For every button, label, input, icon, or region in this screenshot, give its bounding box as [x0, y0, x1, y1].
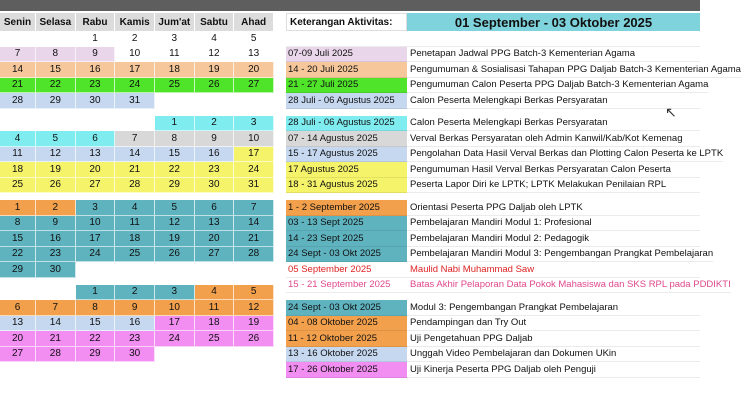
calendar-day-cell[interactable]: 11 [155, 47, 195, 63]
calendar-day-cell[interactable]: 10 [155, 300, 195, 316]
calendar-day-cell[interactable] [234, 262, 274, 278]
activity-description[interactable]: Uji Kinerja Peserta PPG Daljab oleh Penguji [407, 362, 700, 378]
activity-row [286, 231, 700, 247]
calendar-day-cell[interactable]: 24 [234, 162, 274, 178]
activity-description[interactable] [407, 31, 700, 47]
calendar-day-cell[interactable]: 23 [76, 78, 116, 94]
calendar-day-cell[interactable]: 15 [155, 147, 195, 163]
weekday-selasa: Selasa [36, 13, 76, 31]
calendar-week-row [0, 78, 274, 94]
calendar-week-row [0, 216, 274, 232]
calendar-day-cell[interactable]: 12 [234, 300, 274, 316]
calendar-day-cell[interactable]: 27 [195, 247, 235, 263]
activity-row [286, 278, 731, 294]
calendar-day-cell[interactable]: 11 [195, 300, 235, 316]
activity-description[interactable]: Maulid Nabi Muhammad Saw [407, 262, 700, 278]
calendar-day-cell[interactable]: 4 [115, 200, 155, 216]
calendar-day-cell[interactable] [36, 285, 76, 301]
calendar-day-cell[interactable]: 7 [36, 300, 76, 316]
calendar-day-cell[interactable] [195, 347, 235, 363]
activity-row [286, 78, 709, 94]
activity-row [286, 147, 724, 163]
calendar-day-cell[interactable]: 24 [115, 78, 155, 94]
calendar-day-cell[interactable]: 11 [115, 216, 155, 232]
calendar-day-cell[interactable]: 2 [36, 200, 76, 216]
activity-row [286, 316, 700, 332]
calendar-day-cell[interactable]: 8 [155, 131, 195, 147]
calendar-day-cell[interactable]: 28 [234, 247, 274, 263]
calendar-day-cell[interactable]: 19 [36, 162, 76, 178]
calendar-panel [0, 13, 274, 362]
activity-row [286, 347, 700, 363]
calendar-day-cell[interactable]: 21 [115, 162, 155, 178]
calendar-day-cell[interactable]: 29 [155, 178, 195, 194]
activity-description[interactable]: Penetapan Jadwal PPG Batch-3 Kementerian Agama [407, 47, 700, 63]
calendar-day-cell[interactable]: 20 [234, 62, 274, 78]
calendar-day-cell[interactable]: 9 [195, 131, 235, 147]
activity-row [286, 262, 700, 278]
activity-description[interactable]: Pengumuman Hasil Verval Berkas Persyaratan Calon Peserta [407, 162, 700, 178]
calendar-day-cell[interactable]: 3 [76, 200, 116, 216]
activity-gap [286, 109, 700, 116]
activity-description[interactable]: Peserta Lapor Diri ke LPTK; LPTK Melakukan Penilaian RPL [407, 178, 700, 194]
calendar-day-cell[interactable] [76, 262, 116, 278]
calendar-day-cell[interactable]: 19 [155, 231, 195, 247]
calendar-day-cell[interactable] [115, 116, 155, 132]
calendar-day-cell[interactable] [0, 285, 36, 301]
calendar-day-cell[interactable]: 7 [234, 200, 274, 216]
calendar-day-cell[interactable]: 17 [234, 147, 274, 163]
month-gap [0, 109, 274, 116]
calendar-day-cell[interactable]: 29 [0, 262, 36, 278]
calendar-day-cell[interactable]: 12 [36, 147, 76, 163]
activity-description[interactable]: Orientasi Peserta PPG Daljab oleh LPTK [407, 200, 700, 216]
calendar-day-cell[interactable]: 30 [195, 178, 235, 194]
calendar-day-cell[interactable]: 30 [36, 262, 76, 278]
calendar-day-cell[interactable]: 25 [155, 78, 195, 94]
activity-date[interactable]: 18 - 31 Agustus 2025 [286, 178, 407, 194]
activity-description[interactable]: Unggah Video Pembelajaran dan Dokumen UKin [407, 347, 700, 363]
calendar-day-cell[interactable]: 9 [115, 300, 155, 316]
calendar-day-cell[interactable] [195, 93, 235, 109]
activity-date[interactable]: 13 - 16 Oktober 2025 [286, 347, 407, 363]
calendar-day-cell[interactable]: 15 [0, 231, 36, 247]
calendar-day-cell[interactable]: 3 [155, 285, 195, 301]
activity-description[interactable]: Pengumuman Calon Peserta PPG Daljab Batch-3 Kementerian Agama [407, 78, 708, 94]
calendar-week-row [0, 47, 274, 63]
activity-date[interactable]: 15 - 17 Agustus 2025 [286, 147, 407, 163]
calendar-day-cell[interactable]: 8 [76, 300, 116, 316]
calendar-day-cell[interactable]: 30 [76, 93, 116, 109]
calendar-day-cell[interactable] [0, 116, 36, 132]
calendar-day-cell[interactable]: 24 [155, 331, 195, 347]
calendar-day-cell[interactable] [0, 31, 36, 47]
calendar-day-cell[interactable]: 13 [0, 316, 36, 332]
calendar-day-cell[interactable] [195, 262, 235, 278]
calendar-day-cell[interactable]: 24 [76, 247, 116, 263]
activity-header [286, 13, 700, 31]
calendar-day-cell[interactable]: 2 [195, 116, 235, 132]
activity-header-label: Keterangan Aktivitas: [286, 13, 407, 31]
calendar-day-cell[interactable]: 14 [234, 216, 274, 232]
activity-description[interactable]: Batas Akhir Pelaporan Data Pokok Mahasiswa dan SKS RPL pada PDDIKTI [407, 278, 731, 294]
calendar-day-cell[interactable]: 8 [36, 47, 76, 63]
calendar-week-row [0, 93, 274, 109]
activity-date[interactable]: 28 Juli - 06 Agustus 2025 [286, 116, 407, 132]
calendar-day-cell[interactable]: 7 [0, 47, 36, 63]
calendar-week-row [0, 262, 274, 278]
calendar-week-row [0, 200, 274, 216]
activity-date[interactable]: 14 - 23 Sept 2025 [286, 231, 407, 247]
calendar-day-cell[interactable]: 14 [0, 62, 36, 78]
calendar-day-cell[interactable]: 2 [115, 285, 155, 301]
calendar-week-row [0, 247, 274, 263]
calendar-day-cell[interactable]: 13 [234, 47, 274, 63]
calendar-week-row [0, 116, 274, 132]
calendar-day-cell[interactable]: 10 [76, 216, 116, 232]
calendar-day-cell[interactable]: 7 [115, 131, 155, 147]
calendar-day-cell[interactable]: 26 [36, 178, 76, 194]
calendar-week-row [0, 162, 274, 178]
calendar-day-cell[interactable]: 1 [76, 31, 116, 47]
column-divider [274, 13, 286, 400]
calendar-day-cell[interactable]: 5 [234, 31, 274, 47]
weekday-kamis: Kamis [115, 13, 155, 31]
activity-description[interactable]: Pembelajaran Mandiri Modul 3: Pengembangan Prangkat Pembelajaran [407, 247, 713, 263]
activity-row [286, 162, 700, 178]
activity-row [286, 31, 700, 47]
calendar-day-cell[interactable]: 14 [36, 316, 76, 332]
calendar-week-row [0, 62, 274, 78]
calendar-day-cell[interactable]: 31 [115, 93, 155, 109]
activity-date[interactable] [286, 31, 407, 47]
calendar-day-cell[interactable]: 18 [115, 231, 155, 247]
calendar-day-cell[interactable]: 6 [0, 300, 36, 316]
calendar-day-cell[interactable]: 23 [36, 247, 76, 263]
calendar-day-cell[interactable]: 16 [115, 316, 155, 332]
activity-row [286, 200, 700, 216]
calendar-day-cell[interactable]: 23 [195, 162, 235, 178]
activity-row [286, 216, 700, 232]
calendar-day-cell[interactable]: 15 [76, 316, 116, 332]
calendar-day-cell[interactable] [36, 116, 76, 132]
calendar-day-cell[interactable]: 9 [36, 216, 76, 232]
activity-row [286, 131, 700, 147]
calendar-day-cell[interactable]: 26 [234, 331, 274, 347]
calendar-day-cell[interactable]: 5 [234, 285, 274, 301]
window-top-bar [0, 0, 700, 11]
calendar-day-cell[interactable]: 25 [115, 247, 155, 263]
calendar-day-cell[interactable]: 5 [36, 131, 76, 147]
calendar-day-cell[interactable]: 23 [115, 331, 155, 347]
calendar-day-cell[interactable]: 21 [0, 78, 36, 94]
calendar-day-cell[interactable]: 16 [195, 147, 235, 163]
weekday-rabu: Rabu [76, 13, 116, 31]
activity-row [286, 331, 700, 347]
activity-description[interactable]: Calon Peserta Melengkapi Berkas Persyaratan [407, 93, 700, 109]
calendar-day-cell[interactable]: 20 [0, 331, 36, 347]
calendar-day-cell[interactable]: 10 [115, 47, 155, 63]
activity-description[interactable]: Pengolahan Data Hasil Verval Berkas dan Plotting Calon Peserta ke LPTK [407, 147, 723, 163]
calendar-week-row [0, 347, 274, 363]
calendar-day-cell[interactable] [155, 93, 195, 109]
activity-date[interactable]: 24 Sept - 03 Okt 2025 [286, 300, 407, 316]
calendar-day-cell[interactable] [155, 347, 195, 363]
calendar-day-cell[interactable]: 4 [195, 31, 235, 47]
activity-row [286, 62, 741, 78]
calendar-day-cell[interactable]: 19 [234, 316, 274, 332]
calendar-day-cell[interactable]: 9 [76, 47, 116, 63]
activity-date[interactable]: 28 Juli - 06 Agustus 2025 [286, 93, 407, 109]
calendar-day-cell[interactable]: 29 [36, 93, 76, 109]
activity-date[interactable]: 07-09 Juli 2025 [286, 47, 407, 63]
calendar-day-cell[interactable]: 8 [0, 216, 36, 232]
calendar-week-row [0, 331, 274, 347]
calendar-day-cell[interactable]: 21 [234, 231, 274, 247]
activity-description[interactable]: Uji Pengetahuan PPG Daljab [407, 331, 700, 347]
calendar-day-cell[interactable]: 4 [195, 285, 235, 301]
activity-date[interactable]: 21 - 27 Juli 2025 [286, 78, 407, 94]
activity-description[interactable]: Calon Peserta Melengkapi Berkas Persyaratan [407, 116, 700, 132]
calendar-week-row [0, 147, 274, 163]
activity-date[interactable]: 07 - 14 Agustus 2025 [286, 131, 407, 147]
activity-date[interactable]: 1 - 2 September 2025 [286, 200, 407, 216]
weekday-header [0, 13, 274, 31]
calendar-day-cell[interactable]: 20 [195, 231, 235, 247]
calendar-week-row [0, 231, 274, 247]
calendar-day-cell[interactable]: 17 [76, 231, 116, 247]
calendar-day-cell[interactable]: 25 [195, 331, 235, 347]
calendar-day-cell[interactable]: 3 [155, 31, 195, 47]
calendar-day-cell[interactable]: 16 [36, 231, 76, 247]
activity-date[interactable]: 03 - 13 Sept 2025 [286, 216, 407, 232]
calendar-day-cell[interactable]: 11 [0, 147, 36, 163]
calendar-day-cell[interactable]: 13 [195, 216, 235, 232]
calendar-day-cell[interactable] [36, 31, 76, 47]
activity-date[interactable]: 24 Sept - 03 Okt 2025 [286, 247, 407, 263]
calendar-day-cell[interactable]: 19 [195, 62, 235, 78]
activity-date[interactable]: 11 - 12 Oktober 2025 [286, 331, 407, 347]
calendar-day-cell[interactable]: 22 [76, 331, 116, 347]
activity-row [286, 362, 700, 378]
calendar-day-cell[interactable]: 1 [155, 116, 195, 132]
calendar-week-row [0, 131, 274, 147]
calendar-day-cell[interactable]: 6 [195, 200, 235, 216]
activity-date[interactable]: 04 - 08 Oktober 2025 [286, 316, 407, 332]
calendar-day-cell[interactable]: 27 [0, 347, 36, 363]
calendar-day-cell[interactable] [234, 93, 274, 109]
calendar-day-cell[interactable]: 1 [0, 200, 36, 216]
calendar-day-cell[interactable]: 22 [0, 247, 36, 263]
calendar-day-cell[interactable]: 26 [195, 78, 235, 94]
calendar-day-cell[interactable]: 28 [0, 93, 36, 109]
calendar-day-cell[interactable] [76, 116, 116, 132]
activity-row [286, 93, 700, 109]
activity-row [286, 178, 700, 194]
mouse-cursor-icon: ↖ [665, 104, 677, 120]
calendar-day-cell[interactable]: 31 [234, 178, 274, 194]
activity-row [286, 116, 700, 132]
activity-date[interactable]: 17 - 26 Oktober 2025 [286, 362, 407, 378]
month-gap [0, 193, 274, 200]
calendar-day-cell[interactable]: 12 [195, 47, 235, 63]
calendar-day-cell[interactable]: 17 [155, 316, 195, 332]
weekday-jumat: Jum'at [155, 13, 195, 31]
calendar-day-cell[interactable]: 18 [0, 162, 36, 178]
calendar-day-cell[interactable]: 26 [155, 247, 195, 263]
calendar-day-cell[interactable]: 14 [115, 147, 155, 163]
activity-row [286, 247, 714, 263]
activity-description[interactable]: Pendampingan dan Try Out [407, 316, 700, 332]
calendar-day-cell[interactable]: 16 [76, 62, 116, 78]
calendar-day-cell[interactable]: 10 [234, 131, 274, 147]
calendar-day-cell[interactable]: 4 [0, 131, 36, 147]
activity-description[interactable]: Modul 3: Pengembangan Prangkat Pembelajaran [407, 300, 700, 316]
calendar-day-cell[interactable]: 12 [155, 216, 195, 232]
calendar-day-cell[interactable]: 18 [155, 62, 195, 78]
activity-description[interactable]: Pengumuman & Sosialisasi Tahapan PPG Daljab Batch-3 Kementerian Agama [407, 62, 741, 78]
calendar-day-cell[interactable]: 2 [115, 31, 155, 47]
activity-gap [286, 193, 700, 200]
calendar-day-cell[interactable]: 17 [115, 62, 155, 78]
calendar-day-cell[interactable]: 27 [76, 178, 116, 194]
activity-description[interactable]: Pembelajaran Mandiri Modul 1: Profesional [407, 216, 700, 232]
activity-date[interactable]: 14 - 20 Juli 2025 [286, 62, 407, 78]
calendar-day-cell[interactable]: 6 [76, 131, 116, 147]
calendar-day-cell[interactable]: 22 [155, 162, 195, 178]
activity-date[interactable]: 15 - 21 September 2025 [286, 278, 407, 294]
date-range-title: 01 September - 03 Oktober 2025 [407, 13, 700, 31]
calendar-day-cell[interactable]: 22 [36, 78, 76, 94]
calendar-day-cell[interactable] [115, 262, 155, 278]
calendar-week-row [0, 316, 274, 332]
activity-description[interactable]: Verval Berkas Persyaratan oleh Admin Kanwil/Kab/Kot Kemenag [407, 131, 700, 147]
calendar-day-cell[interactable]: 20 [76, 162, 116, 178]
activity-panel [286, 13, 741, 378]
calendar-day-cell[interactable]: 28 [36, 347, 76, 363]
weekday-ahad: Ahad [234, 13, 274, 31]
calendar-day-cell[interactable]: 30 [115, 347, 155, 363]
calendar-day-cell[interactable] [234, 347, 274, 363]
month-gap [0, 278, 274, 285]
calendar-day-cell[interactable]: 1 [76, 285, 116, 301]
calendar-day-cell[interactable]: 5 [155, 200, 195, 216]
activity-row [286, 300, 700, 316]
calendar-day-cell[interactable]: 28 [115, 178, 155, 194]
calendar-day-cell[interactable]: 21 [36, 331, 76, 347]
calendar-day-cell[interactable]: 27 [234, 78, 274, 94]
calendar-week-row [0, 31, 274, 47]
calendar-week-row [0, 178, 274, 194]
calendar-week-row [0, 300, 274, 316]
calendar-day-cell[interactable]: 18 [195, 316, 235, 332]
weekday-senin: Senin [0, 13, 36, 31]
activity-date[interactable]: 17 Agustus 2025 [286, 162, 407, 178]
calendar-day-cell[interactable]: 13 [76, 147, 116, 163]
calendar-day-cell[interactable] [155, 262, 195, 278]
activity-row [286, 47, 700, 63]
calendar-week-row [0, 285, 274, 301]
weekday-sabtu: Sabtu [195, 13, 235, 31]
calendar-day-cell[interactable]: 29 [76, 347, 116, 363]
calendar-day-cell[interactable]: 25 [0, 178, 36, 194]
activity-date[interactable]: 05 September 2025 [286, 262, 407, 278]
calendar-day-cell[interactable]: 15 [36, 62, 76, 78]
calendar-day-cell[interactable]: 3 [234, 116, 274, 132]
activity-gap [286, 293, 700, 300]
activity-description[interactable]: Pembelajaran Mandiri Modul 2: Pedagogik [407, 231, 700, 247]
